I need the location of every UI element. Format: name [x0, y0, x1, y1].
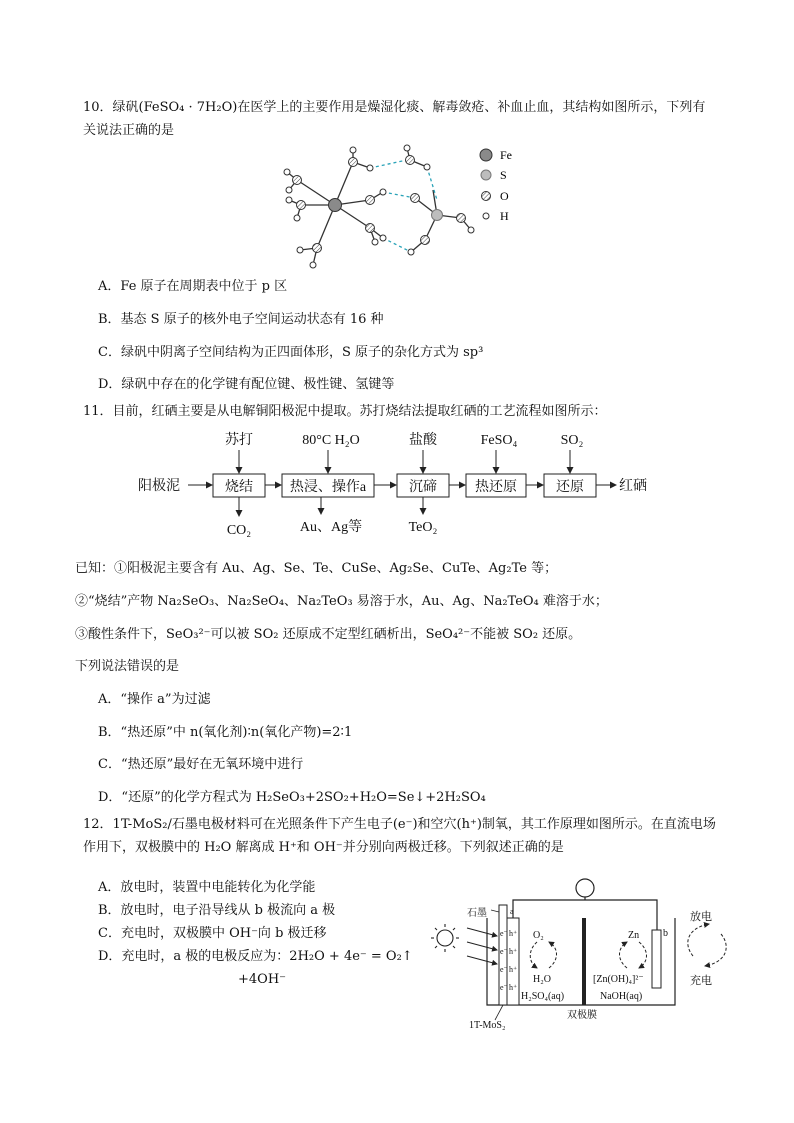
o2-label: O₂	[533, 930, 544, 941]
q11-known-1: 已知：①阳极泥主要含有 Au、Ag、Se、Te、CuSe、Ag₂Se、CuTe、Ag₂Te 等；	[75, 561, 558, 576]
h-label-1: h⁺	[509, 929, 518, 938]
electrode-b-label: b	[663, 928, 668, 939]
h-label-2: h⁺	[509, 947, 518, 956]
q12-option-a: A．放电时，装置中电能转化为化学能	[98, 880, 316, 895]
q11-option-a: A．“操作 a”为过滤	[98, 692, 211, 707]
mos2-label: 1T-MoS₂	[469, 1020, 506, 1031]
q12-option-c: C．充电时，双极膜中 OH⁻向 b 极迁移	[98, 926, 327, 941]
q12-stem-line1: 12．1T-MoS₂/石墨电极材料可在光照条件下产生电子(e⁻)和空穴(h⁺)制氧，其工作原理如图所示。在直流电场	[83, 817, 716, 832]
flow-input-4: FeSO₄	[480, 433, 518, 448]
flow-step-5: 还原	[556, 480, 584, 495]
q11-known-2: ②“烧结”产物 Na₂SeO₃、Na₂SeO₄、Na₂TeO₃ 易溶于水，Au、Ag、Na₂TeO₄ 难溶于水；	[75, 594, 608, 609]
membrane-label: 双极膜	[567, 1010, 597, 1021]
e-label-2: e⁻	[500, 947, 508, 956]
zn-label: Zn	[628, 930, 640, 941]
charge-label: 充电	[690, 975, 712, 987]
q10-option-a: A．Fe 原子在周期表中位于 p 区	[98, 279, 288, 294]
sun-icon	[431, 924, 459, 952]
e-label-3: e⁻	[500, 965, 508, 974]
ferrous-sulfate-structure-diagram	[275, 140, 525, 275]
selenium-process-flowchart	[135, 428, 665, 543]
flow-output-3: TeO₂	[408, 520, 438, 535]
lightbulb-icon	[576, 879, 594, 900]
flow-input-3: 盐酸	[409, 433, 437, 448]
flow-input-1: 苏打	[225, 433, 253, 448]
q10-option-d: D．绿矾中存在的化学键有配位键、极性键、氢键等	[98, 377, 395, 392]
zincate-label: [Zn(OH)₄]²⁻	[593, 974, 644, 985]
legend-h: H	[500, 209, 509, 223]
flow-start-label: 阳极泥	[138, 479, 180, 494]
graphite-label: 石墨	[467, 908, 487, 919]
flow-input-2: 80°C H₂O	[302, 433, 360, 448]
q11-option-b: B．“热还原”中 n(氧化剂)∶n(氧化产物)=2∶1	[98, 725, 353, 740]
legend-o: O	[500, 189, 509, 203]
e-label-4: e⁻	[500, 983, 508, 992]
flow-step-2: 热浸、操作a	[289, 480, 367, 495]
q11-known-3: ③酸性条件下，SeO₃²⁻可以被 SO₂ 还原成不定型红硒析出，SeO₄²⁻不能被 SO₂ 还原。	[75, 627, 582, 642]
q10-stem-line1: 10．绿矾(FeSO₄ · 7H₂O)在医学上的主要作用是燥湿化痰、解毒敛疮、补血止血，其结构如图所示，下列有	[83, 100, 706, 115]
flow-step-1: 烧结	[225, 480, 253, 495]
right-solution-label: NaOH(aq)	[600, 991, 643, 1002]
flow-input-5: SO₂	[560, 433, 584, 448]
flow-output-1: CO₂	[226, 523, 252, 538]
flow-end-label: 红硒	[619, 479, 647, 494]
q11-option-c: C．“热还原”最好在无氧环境中进行	[98, 757, 304, 772]
electrode-a-label: a	[510, 907, 514, 916]
flow-step-4: 热还原	[475, 480, 517, 495]
q12-option-d: D．充电时，a 极的电极反应为：2H₂O + 4e⁻ = O₂↑	[98, 949, 413, 964]
q12-stem-line2: 作用下，双极膜中的 H₂O 解离成 H⁺和 OH⁻并分别向两极迁移。下列叙述正确的是	[83, 840, 564, 855]
q10-option-c: C．绿矾中阴离子空间结构为正四面体形，S 原子的杂化方式为 sp³	[98, 345, 484, 360]
flow-output-2: Au、Ag等	[299, 520, 363, 535]
legend-fe: Fe	[500, 148, 512, 162]
q12-option-b: B．放电时，电子沿导线从 b 极流向 a 极	[98, 903, 336, 918]
flow-step-3: 沉碲	[409, 480, 437, 495]
h-label-3: h⁺	[509, 965, 518, 974]
q11-option-d: D．“还原”的化学方程式为 H₂SeO₃+2SO₂+H₂O=Se↓+2H₂SO₄	[98, 790, 486, 805]
discharge-label: 放电	[690, 911, 712, 923]
h-label-4: h⁺	[509, 983, 518, 992]
legend-s: S	[500, 168, 507, 182]
left-solution-label: H₂SO₄(aq)	[521, 991, 565, 1002]
q10-option-b: B．基态 S 原子的核外电子空间运动状态有 16 种	[98, 312, 384, 327]
e-label-1: e⁻	[500, 929, 508, 938]
h2o-label: H₂O	[533, 974, 551, 985]
battery-cell-diagram	[425, 870, 735, 1035]
q11-ask: 下列说法错误的是	[75, 659, 180, 674]
q11-stem: 11．目前，红硒主要是从电解铜阳极泥中提取。苏打烧结法提取红硒的工艺流程如图所示：	[83, 404, 607, 419]
q10-stem-line2: 关说法正确的是	[83, 123, 175, 138]
q12-option-d-continuation: +4OH⁻	[238, 972, 287, 987]
